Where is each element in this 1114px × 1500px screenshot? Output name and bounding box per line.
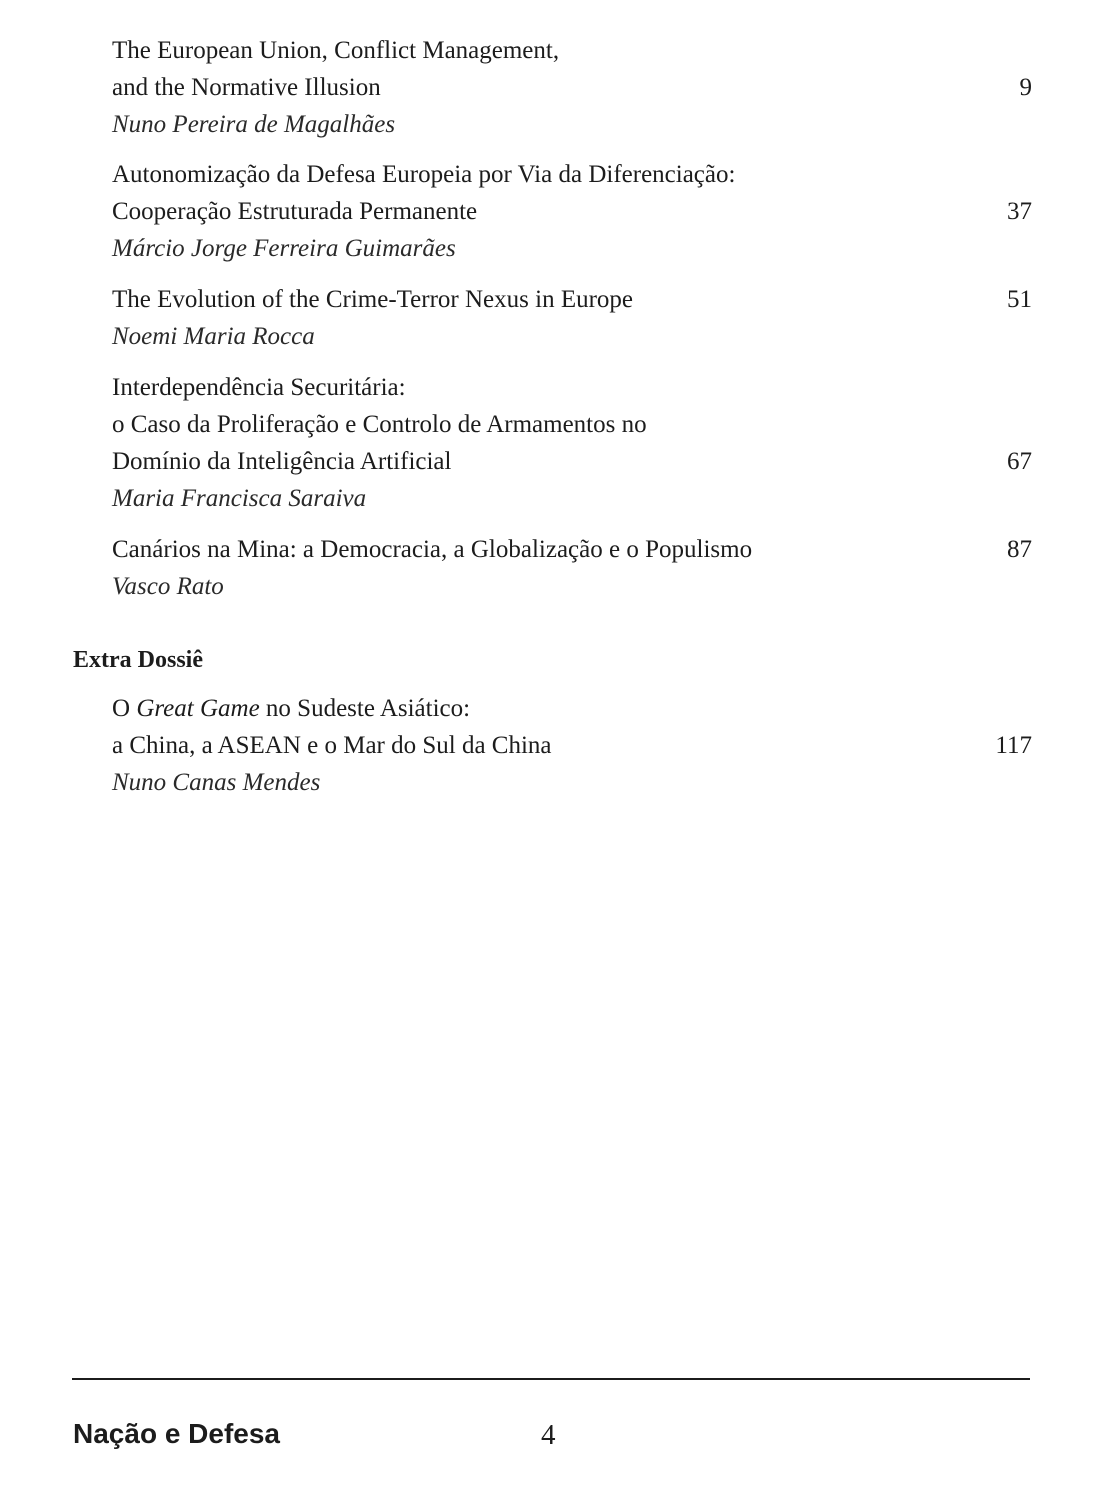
entry-author: Nuno Canas Mendes bbox=[112, 769, 321, 796]
entry-author: Nuno Pereira de Magalhães bbox=[112, 111, 396, 138]
entry-page-number: 117 bbox=[995, 732, 1032, 759]
page-number: 4 bbox=[541, 1419, 556, 1451]
toc-entry bbox=[112, 32, 1032, 143]
entry-page-number: 87 bbox=[1007, 536, 1032, 563]
entry-title-text: Cooperação Estruturada Permanente bbox=[112, 198, 478, 225]
entry-title-line: The European Union, Conflict Management, bbox=[112, 37, 560, 64]
entry-title-line bbox=[112, 727, 1032, 764]
footer-divider bbox=[72, 1378, 1030, 1380]
toc-entry bbox=[112, 531, 1032, 605]
entry-title-line: o Caso da Proliferação e Controlo de Armamentos no bbox=[112, 411, 647, 438]
entry-title-line bbox=[112, 69, 1032, 106]
entry-title-text: Canários na Mina: a Democracia, a Globalização e o Populismo bbox=[112, 536, 753, 563]
entry-author: Vasco Rato bbox=[112, 573, 224, 600]
entry-title-text: The Evolution of the Crime-Terror Nexus in Europe bbox=[112, 286, 634, 313]
entry-author: Noemi Maria Rocca bbox=[112, 323, 315, 350]
entry-author: Márcio Jorge Ferreira Guimarães bbox=[112, 235, 456, 262]
toc-entry bbox=[112, 369, 1032, 517]
entry-title-line bbox=[112, 531, 1032, 568]
entry-title-line: Interdependência Securitária: bbox=[112, 374, 406, 401]
toc-entry bbox=[112, 281, 1032, 355]
entry-title-suffix: no Sudeste Asiático: bbox=[259, 695, 471, 722]
toc-entry bbox=[112, 156, 1032, 267]
entry-page-number: 37 bbox=[1007, 198, 1032, 225]
entry-title-line bbox=[112, 193, 1032, 230]
entry-page-number: 9 bbox=[1019, 74, 1032, 101]
toc-entry bbox=[112, 690, 1032, 801]
entry-title-line: Autonomização da Defesa Europeia por Via da Diferenciação: bbox=[112, 161, 736, 188]
entry-title-text: Domínio da Inteligência Artificial bbox=[112, 448, 452, 475]
entry-title-line bbox=[112, 690, 1032, 727]
entry-title-line bbox=[112, 281, 1032, 318]
entry-title-text: a China, a ASEAN e o Mar do Sul da China bbox=[112, 732, 552, 759]
entry-page-number: 67 bbox=[1007, 448, 1032, 475]
section-heading: Extra Dossiê bbox=[73, 647, 203, 673]
entry-author: Maria Francisca Saraiva bbox=[112, 485, 367, 512]
entry-title-text: and the Normative Illusion bbox=[112, 74, 381, 101]
entry-title-prefix: O bbox=[112, 695, 137, 722]
journal-title: Nação e Defesa bbox=[73, 1418, 281, 1449]
entry-page-number: 51 bbox=[1007, 286, 1032, 313]
entry-title-italic: Great Game bbox=[136, 695, 260, 722]
entry-title-line bbox=[112, 443, 1032, 480]
